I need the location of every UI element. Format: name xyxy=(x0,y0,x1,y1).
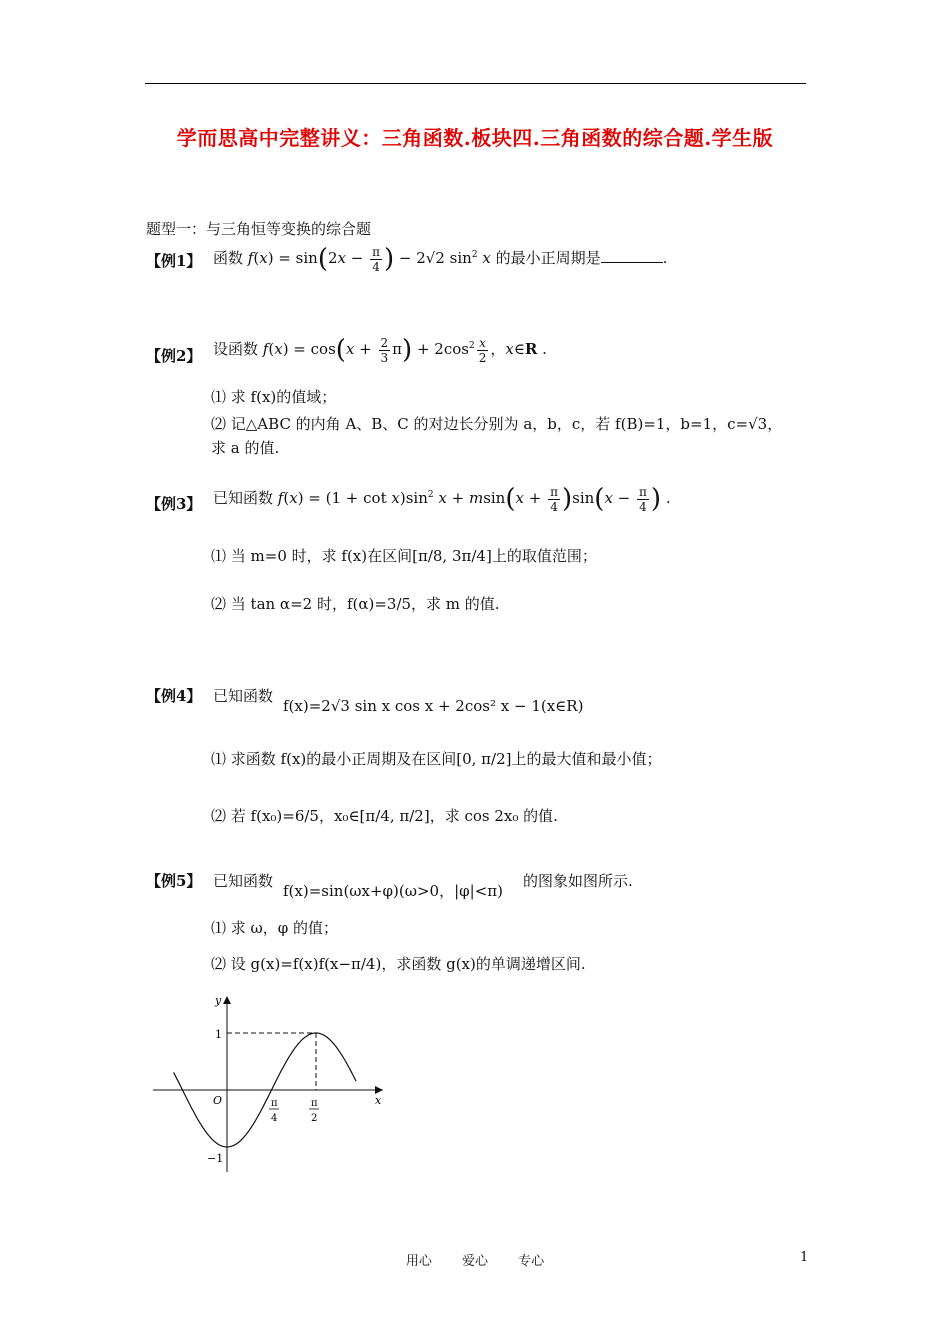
example-4-q2: ⑵ 若 f(x₀)=6/5，x₀∈[π/4, π/2]，求 cos 2x₀ 的值. xyxy=(211,807,558,825)
y-axis-arrow xyxy=(223,996,231,1004)
example-3-label: 【例3】 xyxy=(146,495,202,513)
example-5-formula: f(x)=sin(ωx+φ)(ω>0，|φ|<π) xyxy=(283,882,503,900)
example-4-formula: f(x)=2√3 sin x cos x + 2cos² x − 1(x∈R) xyxy=(283,697,584,715)
x-tick-pi-4-num: π xyxy=(271,1098,278,1109)
example-3-q1: ⑴ 当 m=0 时，求 f(x)在区间[π/8, 3π/4]上的取值范围； xyxy=(211,547,597,565)
example-2-formula: f(x) = cos(x + $\frac{2}{3}$ $\pi) + 2\cos^2$ $\frac{x}{2}$ ，x∈R . xyxy=(262,335,547,365)
header-rule xyxy=(145,83,806,84)
example-1-formula: f(x) = sin(2x − $\frac{\pi}{4}$ ) − 2√2 $\sin^2 x$ xyxy=(247,244,491,274)
page-title: 学而思高中完整讲义：三角函数.板块四.三角函数的综合题.学生版 xyxy=(176,126,774,150)
example-2-q1: ⑴ 求 f(x)的值域； xyxy=(211,388,337,406)
example-5-pre: 已知函数 xyxy=(213,872,274,890)
answer-blank xyxy=(601,248,663,263)
example-1-statement: 函数 f(x) = sin(2x − $\frac{\pi}{4}$ ) − 2√2 $\sin^2 x$ 的最小正周期是 . xyxy=(213,244,668,274)
example-4-label: 【例4】 xyxy=(146,687,202,705)
example-2-label: 【例2】 xyxy=(146,347,202,365)
x-tick-pi-2-num: π xyxy=(311,1098,318,1109)
example-2-q2b: 求 a 的值. xyxy=(211,439,280,457)
example-5-q1: ⑴ 求 ω，φ 的值； xyxy=(211,919,339,937)
y-tick-minus-1: −1 xyxy=(207,1152,224,1165)
page-number: 1 xyxy=(800,1250,809,1265)
footer-text: 用心 爱心 专心 xyxy=(405,1254,545,1269)
example-2-q2a: ⑵ 记△ABC 的内角 A、B、C 的对边长分别为 a，b，c，若 f(B)=1，b=1，c=√3， xyxy=(211,415,783,433)
example-3-formula: $f(x) = (1 + \cot x)\sin^2$ x + msin(x + $\frac{\pi}{4}$ )sin(x − $\frac{\pi}{4}$ ) . xyxy=(277,484,671,514)
example-5-q2: ⑵ 设 g(x)=f(x)f(x−π/4)，求函数 g(x)的单调递增区间. xyxy=(211,955,586,973)
x-tick-pi-2-den: 2 xyxy=(311,1113,318,1124)
x-axis-label: x xyxy=(375,1094,382,1107)
origin-label: O xyxy=(213,1094,223,1107)
example-3-q2: ⑵ 当 tan α=2 时，f(α)=3/5，求 m 的值. xyxy=(211,595,500,613)
example-1-label: 【例1】 xyxy=(146,252,202,270)
y-tick-1: 1 xyxy=(215,1028,222,1041)
example-2-statement: 设函数 f(x) = cos(x + $\frac{2}{3}$ $\pi) + 2\cos^2$ $\frac{x}{2}$ ，x∈R . xyxy=(213,335,547,365)
example-3-statement: 已知函数 $f(x) = (1 + \cot x)\sin^2$ x + msin(x + $\frac{\pi}{4}$ )sin(x − $\frac{\pi}{4}$ ) . xyxy=(213,484,671,514)
example-5-post: 的图象如图所示. xyxy=(523,872,633,890)
example-5-label: 【例5】 xyxy=(146,872,202,890)
example-4-pre: 已知函数 xyxy=(213,687,274,705)
example-4-q1: ⑴ 求函数 f(x)的最小正周期及在区间[0, π/2]上的最大值和最小值； xyxy=(211,750,662,768)
section-heading: 题型一：与三角恒等变换的综合题 xyxy=(146,220,372,238)
y-axis-label: y xyxy=(215,994,222,1007)
x-tick-pi-4-den: 4 xyxy=(271,1113,278,1124)
x-axis-arrow xyxy=(375,1086,383,1094)
sine-graph xyxy=(145,990,395,1180)
